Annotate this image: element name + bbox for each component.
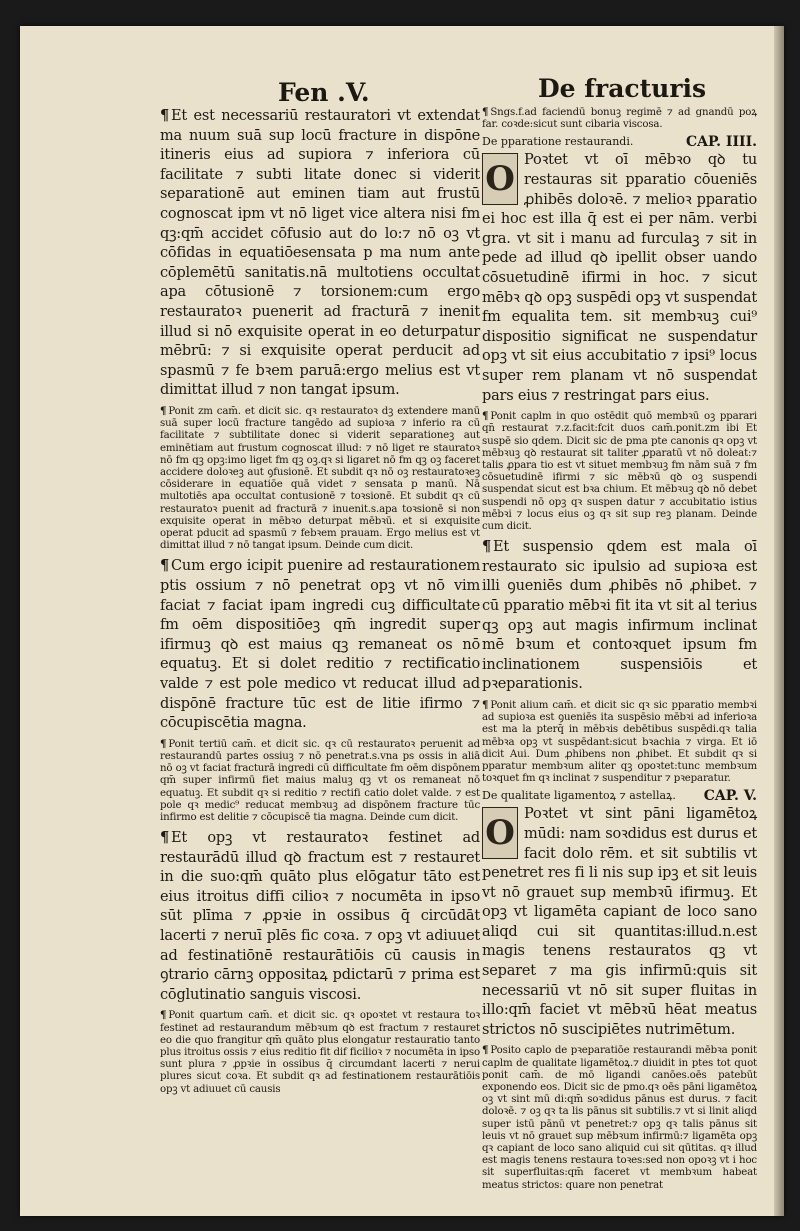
commentary-paragraph xyxy=(482,1044,757,1191)
chapter-heading xyxy=(482,135,757,149)
pilcrow-icon: ¶ xyxy=(160,737,167,750)
commentary-paragraph xyxy=(160,1009,480,1095)
text-paragraph xyxy=(482,151,757,406)
commentary-paragraph xyxy=(482,699,757,785)
paragraph-text: Ponit tertiū cam̄. et dicit sic. qꝛ cū restauratoꝛ peruenit ad restaurandū partes ossiuꝫ ⁊ nō penetrat.s.vna ps ossis in aliā nō oꝫ vt faciat fracturā ingredi cū difficultate fm oēm dispōnem qm̄ super infirmū fiet maius maluꝫ qꝫ vt os remaneat nō equatuꝫ. Et subdit qꝛ si reditio ⁊ rectifi catio dolet valde. ⁊ est pole qꝛ medic⁹ reducat membꝛuꝫ ad dispōnem fracture tūc infirmo est delitie ⁊ cōcupiscē tia magna. Deinde cum dicit. xyxy=(160,738,480,823)
chapter-heading xyxy=(482,789,757,803)
chapter-title: De qualitate ligamentoꝝ ⁊ astellaꝝ. xyxy=(482,789,676,803)
pilcrow-icon: ¶ xyxy=(482,410,489,423)
pilcrow-icon: ¶ xyxy=(160,404,167,417)
text-paragraph xyxy=(482,537,757,695)
commentary-paragraph xyxy=(160,738,480,824)
pilcrow-icon: ¶ xyxy=(482,698,489,711)
paragraph-text: Ponit zm cam̄. et dicit sic. qꝛ restauratoꝛ dꝫ extendere manū suā super locū fracture tangēdo ad supioꝛa ⁊ inferio ra cū facilitate ⁊ subtilitate donec si viderit separationeꝫ aut eminētiam aut frustum cognoscat illud: ⁊ nō liget re stauratoꝛ nō fm qꝫ opꝫ:imo liget fm qꝫ oꝫ.qꝛ si ligaret nō fm qꝫ oꝫ faceret accidere doloꝛeꝫ aut ꝯfusionē. Et subdit qꝛ nō oꝫ restauratoꝛeꝫ cōsiderare in equatiōe quā videt ⁊ sensata p manū. Nā multotiēs apa occultat contusionē ⁊ toꝛsionē. Et subdit qꝛ cū restauratoꝛ puenit ad fracturā ⁊ inuenit.s.apa toꝛsionē si non exquisite operat in mēbꝛo deturpat mēbꝛū. et si exquisite operat pducit ad spasmū ⁊ febꝛem prauam. Ergo melius est vt dimittat illud ⁊ nō tangat ipsum. Deinde cum dicit. xyxy=(160,405,480,552)
decorated-initial-icon xyxy=(482,153,518,205)
paragraph-text: Ponit caplm in quo ostēdit quō membꝛū oꝫ pparari qn̄ restaurat ⁊.z.facit:fcit duos cam̄.ponit.zm ibi Et suspē sio qdem. Dicit sic de pma pte canonis qꝛ opꝫ vt mēbꝛuꝫ qꝺ restaurat sit taliter ꝓparatū vt nō doleat:⁊ talis ꝓpara tio est vt situet membꝛuꝫ fm nām suā ⁊ fm cōsuetudinē ifirmi ⁊ sic mēbꝛū qꝺ oꝫ suspendi suspendat sicut est bꝛa chium. Et mēbꝛuꝫ qꝺ nō debet suspendi nō opꝫ qꝛ suspen datur ⁊ accubitatio istius mēbꝛi ⁊ locus eius oꝫ qꝛ sit sup reꝫ planam. Deinde cum dicit. xyxy=(482,411,757,532)
paragraph-text: Ponit alium cam̄. et dicit sic qꝛ sic pparatio membꝛi ad supioꝛa est ꝯueniēs ita suspēsio mēbꝛi ad inferioꝛa est ma la pterq̄ in mēbꝛis debētibus suspēdi.qꝛ talia mēbꝛa opꝫ vt suspēdant:sicut bꝛachia ⁊ virga. Et iō dicit Aui. Dum ꝓhibens non ꝓhibet. Et subdit qꝛ si pparatur membꝛum aliter qꝫ opoꝛtet:tunc membꝛum toꝛquet fm qꝛ inclinat ⁊ suspenditur ⁊ pꝛeparatur. xyxy=(482,699,757,785)
pilcrow-icon: ¶ xyxy=(160,557,170,575)
right-text-column xyxy=(482,106,757,1196)
pilcrow-icon: ¶ xyxy=(482,538,492,556)
pilcrow-icon: ¶ xyxy=(482,106,489,118)
paragraph-text: Et suspensio qdem est mala oī restaurato sic ipulsio ad supioꝛa est illi ꝯueniēs dum ꝓhibēs nō ꝓhibet. ⁊ cū pparatio mēbꝛi fit ita vt sit al terius qꝫ opꝫ aut magis infirmum inclinat mē bꝛum et contoꝛquet ipsum fm inclinationem suspensiōis et pꝛeparationis. xyxy=(482,539,757,693)
book-page xyxy=(20,26,784,1216)
paragraph-text: Et est necessariū restauratori vt extendat ma nuum suā sup locū fracture in dispōne itineris eius ad supiora ⁊ inferiora cū facilitate ⁊ subti litate donec si viderit separationē aut eminen tiam aut frustū cognoscat ipm vt nō liget vice altera nisi fm qꝫ:qm̄ accidet cōfusio aut do lo:⁊ nō oꝫ vt cōfidas in equatiōesensata p ma num ante cōplemētū sanitatis.nā multotiens occultat apa cōtusionē ⁊ torsionem:cum ergo restauratoꝛ puenerit ad fracturā ⁊ inenit illud si nō exquisite operat in eo deturpatur mēbrū: ⁊ si exquisite operat perducit ad spasmū ⁊ fe bꝛem paruā:ergo melius est vt dimittat illud ⁊ non tangat ipsum. xyxy=(160,108,480,399)
commentary-paragraph xyxy=(482,106,757,131)
paragraph-text: Cum ergo icipit puenire ad restaurationem ptis ossium ⁊ nō penetrat opꝫ vt nō vim faciat ⁊ faciat ipam ingredi cuꝫ difficultate fm oēm dispositiōeꝫ qm̄ ingredit super ifirmuꝫ qꝺ est maius qꝫ remaneat os nō equatuꝫ. Et si dolet reditio ⁊ rectificatio valde ⁊ est pole medico vt reducat illud ad dispōnē fracture tūc est de litie ifirmo ⁊ cōcupiscētia magna. xyxy=(160,558,480,732)
chapter-number: CAP. IIII. xyxy=(685,134,757,151)
pilcrow-icon: ¶ xyxy=(160,829,170,847)
text-paragraph xyxy=(482,805,757,1040)
decorated-initial-icon xyxy=(482,807,518,859)
paragraph-text: Et opꝫ vt restauratoꝛ festinet ad restaurādū illud qꝺ fractum est ⁊ restauret in die suo:qm̄ quāto plus elōgatur tāto est eius itroitus diffi cilioꝛ ⁊ nocumēta in ipso sūt plīma ⁊ ꝓpꝛie in ossibus q̄ circūdāt lacerti ⁊ neruī plēs fic coꝛa. ⁊ opꝫ vt adiuuet ad festinatiōnē restaurātiōis cū causis in ꝯtrario cārnꝫ oppositaꝝ pdictarū ⁊ prima est cōglutinatio sanguis viscosi. xyxy=(160,830,480,1003)
text-paragraph xyxy=(160,106,480,401)
text-paragraph xyxy=(160,828,480,1005)
initial-letter: O xyxy=(485,159,515,200)
commentary-paragraph xyxy=(482,410,757,533)
commentary-paragraph xyxy=(160,405,480,552)
running-head-right: De fracturis xyxy=(538,74,707,103)
chapter-number: CAP. V. xyxy=(703,788,757,805)
left-text-column xyxy=(160,106,480,1100)
paragraph-text: Poꝛtet vt oī mēbꝛo qꝺ tu restauras sit pparatio cōueniēs ꝓhibēs doloꝛē. ⁊ melioꝛ pparatio ei hoc est illa q̄ est ei per nām. verbi gra. vt sit i manu ad furculaꝫ ⁊ sit in pede ad illud qꝺ ipellit obser uando cōsuetudinē ifirmi in hoc. ⁊ sicut mēbꝛ qꝺ opꝫ suspēdi opꝫ vt suspendat fm equalita tem. sit membꝛuꝫ cui⁹ dispositio significat ne suspendatur opꝫ vt sit eius accubitatio ⁊ ipsi⁹ locus super rem planam vt nō suspendat pars eius ⁊ restringat pars eius. xyxy=(482,152,757,404)
running-head-left: Fen .V. xyxy=(278,78,370,107)
pilcrow-icon: ¶ xyxy=(160,107,170,124)
page-spine xyxy=(774,26,784,1216)
pilcrow-icon: ¶ xyxy=(482,1044,489,1057)
chapter-title: De pparatione restaurandi. xyxy=(482,135,634,149)
paragraph-text: Ponit quartum cam̄. et dicit sic. qꝛ opoꝛtet vt restaura toꝛ festinet ad restaurandum mēbꝛum qꝺ est fractum ⁊ restauret eo die quo frangitur qm̄ quāto plus elongatur restauratio tanto plus itroitus ossis ⁊ eius reditio fit dif ficilioꝛ ⁊ nocumēta in ipso sunt plura ⁊ ꝓpꝛie in ossibus q̄ circumdant lacerti ⁊ nerui plures sicut coꝛa. Et subdit qꝛ ad festinationem restaurātiōis opꝫ vt adiuuet cū causis xyxy=(160,1010,480,1095)
pilcrow-icon: ¶ xyxy=(160,1009,167,1022)
paragraph-text: Sngs.f.ad faciendū bonuꝫ regimē ⁊ ad gnandū poꝝ far. coꝛde:sicut sunt cibaria viscosa. xyxy=(482,107,757,131)
paragraph-text: Poꝛtet vt sint pāni ligamētoꝝ mūdi: nam soꝛdidus est durus et facit dolo rēm. et sit subtilis vt penetret res fi li nis sup ipꝫ et sit leuis vt nō grauet sup membꝛū ifirmuꝫ. Et opꝫ vt ligamēta capiant de loco sano aliqd cui sit quantitas:illud.n.est magis tenens restauratos qꝫ vt separet ⁊ ma gis infirmū:quis sit necessariū vt nō sit super fluitas in illo:qm̄ faciet vt mēbꝛū hēat meatus strictos nō suscipiētes nutrimētum. xyxy=(482,806,757,1038)
paragraph-text: Posito caplo de pꝛeparatiōe restaurandi mēbꝛa ponit caplm de qualitate ligamētoꝝ.⁊ diuidit in ptes tot quot ponit cam̄. de mō ligandi canōes.oēs patebūt exponendo eos. Dicit sic de pmo.qꝛ oēs pāni ligamētoꝝ oꝫ vt sint mū di:qm̄ soꝛdidus pānus est durus. ⁊ facit doloꝛē. ⁊ oꝫ qꝛ ta lis pānus sit subtilis.⁊ vt si linit aliqd super istū pānū vt penetret:⁊ opꝫ qꝛ talis pānus sit leuis vt nō grauet sup mēbꝛum infirmū:⁊ ligamēta opꝫ qꝛ capiant de loco sano aliquid cui sit qūtitas. qꝛ illud est magis tenens restaura toꝛes:sed non opoꝛꝫ vt i hoc sit superfluitas:qm̄ faceret vt membꝛum habeat meatus strictos: quare non penetrat xyxy=(482,1045,757,1191)
text-paragraph xyxy=(160,556,480,733)
initial-letter: O xyxy=(485,813,515,854)
